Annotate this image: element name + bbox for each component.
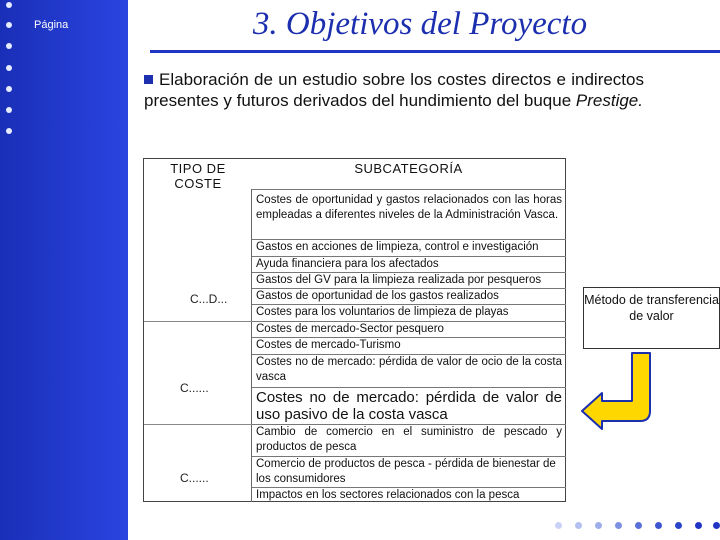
- sidebar-dot: [6, 86, 12, 92]
- header-tipo-de-coste: [144, 161, 252, 191]
- sidebar-dot: [6, 43, 12, 49]
- table-row: Gastos de oportunidad de los gastos realizados: [252, 288, 566, 304]
- table-row: Gastos del GV para la limpieza realizada por pesqueros: [252, 272, 566, 288]
- sidebar-dot: [6, 107, 12, 113]
- table-row: Costes no de mercado: pérdida de valor de uso pasivo de la costa vasca: [252, 387, 566, 424]
- table-row: Impactos en los sectores relacionados con la pesca: [252, 487, 566, 502]
- table-row: Costes de oportunidad y gastos relacionados con las horas empleadas a diferentes niveles de la Administración Vasca.: [252, 189, 566, 239]
- method-box: Método de transferencia de valor: [583, 287, 720, 349]
- group-label-commerce: C......: [180, 471, 209, 485]
- group-separator: [144, 321, 252, 322]
- group-label-direct: C...D...: [190, 292, 228, 306]
- table-row: Costes de mercado-Sector pesquero: [252, 321, 566, 337]
- table-row: Gastos en acciones de limpieza, control e investigación: [252, 239, 566, 256]
- table-row: Comercio de productos de pesca - pérdida de bienestar de los consumidores: [252, 456, 566, 487]
- bullet-text: Elaboración de un estudio sobre los costes directos e indirectos presentes y futuros derivados del hundimiento del buque: [144, 70, 644, 110]
- footer-dot: [675, 522, 682, 529]
- slide-title: 3. Objetivos del Proyecto: [252, 6, 588, 42]
- page-label: Página: [34, 19, 69, 31]
- table-row: Ayuda financiera para los afectados: [252, 256, 566, 272]
- bullet-paragraph: [144, 69, 644, 111]
- square-bullet-icon: [144, 75, 153, 84]
- header-tipo-de-coste-text: TIPO DE COSTE: [170, 161, 226, 191]
- table-row: Costes para los voluntarios de limpieza de playas: [252, 304, 566, 321]
- group-separator: [144, 424, 252, 425]
- table-row: Cambio de comercio en el suministro de pescado y productos de pesca: [252, 424, 566, 456]
- header-subcategoria: SUBCATEGORÍA: [354, 161, 463, 176]
- footer-dot: [615, 522, 622, 529]
- footer-dot: [555, 522, 562, 529]
- footer-dot: [595, 522, 602, 529]
- footer-dot: [695, 522, 702, 529]
- sidebar-dot: [6, 2, 12, 8]
- group-label-indirect: C......: [180, 381, 209, 395]
- sidebar-dot: [6, 65, 12, 71]
- bullet-text-italic: Prestige.: [575, 91, 643, 110]
- footer-dot: [655, 522, 662, 529]
- curved-arrow-icon: [580, 351, 660, 431]
- sidebar: [0, 0, 128, 540]
- footer-dot: [713, 522, 720, 529]
- footer-dot: [635, 522, 642, 529]
- table-row: Costes de mercado-Turismo: [252, 337, 566, 354]
- table-row: Costes no de mercado: pérdida de valor de ocio de la costa vasca: [252, 354, 566, 387]
- sidebar-dot: [6, 22, 12, 28]
- cost-table: [143, 158, 566, 502]
- sidebar-dot: [6, 128, 12, 134]
- title-underline: [150, 50, 720, 53]
- footer-dot: [575, 522, 582, 529]
